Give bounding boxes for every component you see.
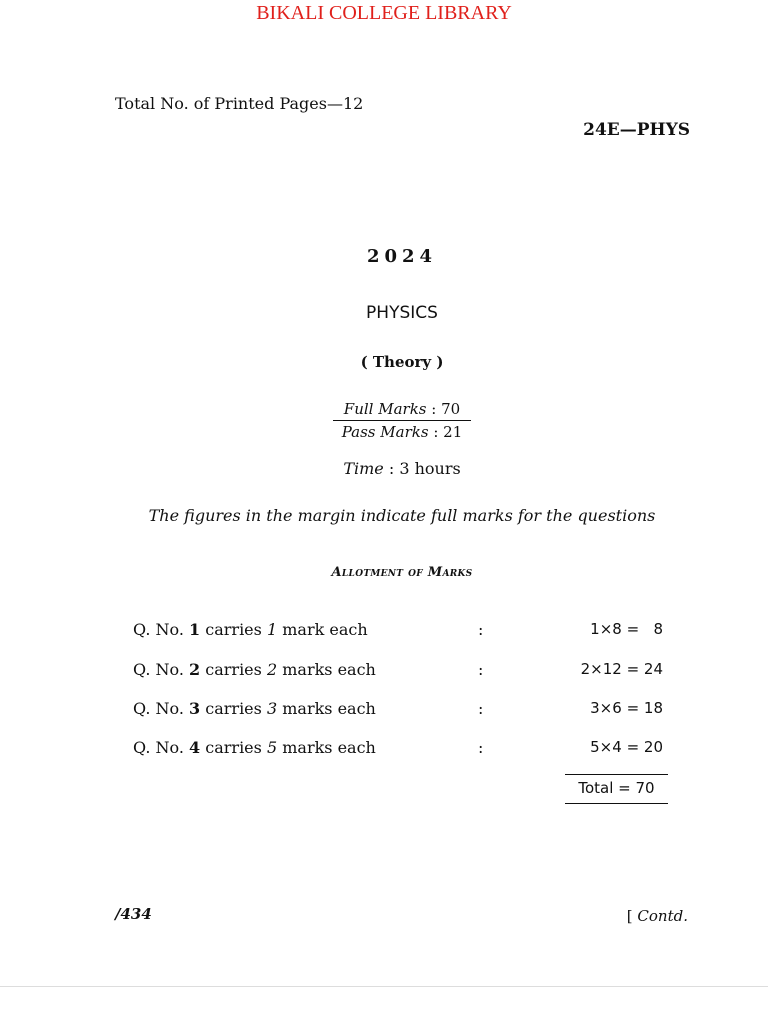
row-colon: : <box>478 660 484 679</box>
allotment-title: Allotment of Marks <box>331 565 473 580</box>
row-calculation: 2×12 = 24 <box>580 660 663 678</box>
contd-text: Contd. <box>637 907 688 925</box>
row-colon: : <box>478 738 484 757</box>
row-calculation: 1×8 = 8 <box>590 620 663 638</box>
allotment-row <box>133 660 663 684</box>
paper-code: 24E—PHYS <box>583 120 690 140</box>
full-marks-label: Full Marks <box>343 400 427 418</box>
printed-pages-count: Total No. of Printed Pages—12 <box>115 94 364 113</box>
allotment-row <box>133 699 663 723</box>
time-allowed <box>0 459 768 478</box>
page-code: /434 <box>115 905 152 923</box>
contd-bracket: [ <box>626 907 633 925</box>
question-description: Q. No. 2 carries 2 marks each <box>133 660 376 679</box>
row-colon: : <box>478 699 484 718</box>
marks-box <box>333 398 471 443</box>
exam-year: 2024 <box>366 246 438 267</box>
subject-title: PHYSICS <box>366 303 438 323</box>
question-description: Q. No. 4 carries 5 marks each <box>133 738 376 757</box>
paper-type: ( Theory ) <box>360 353 444 371</box>
full-marks-value: : 70 <box>431 400 461 418</box>
pass-marks <box>333 421 471 443</box>
allotment-row <box>133 620 663 644</box>
library-header: BIKALI COLLEGE LIBRARY <box>256 2 512 24</box>
row-calculation: 3×6 = 18 <box>590 699 663 717</box>
question-description: Q. No. 3 carries 3 marks each <box>133 699 376 718</box>
pass-marks-label: Pass Marks <box>341 423 429 441</box>
row-calculation: 5×4 = 20 <box>590 738 663 756</box>
page-bottom-rule <box>0 986 768 987</box>
continued-marker <box>627 907 688 925</box>
pass-marks-value: : 21 <box>433 423 463 441</box>
row-colon: : <box>478 620 484 639</box>
instruction-text: The figures in the margin indicate full marks for the questions <box>148 506 656 525</box>
question-description: Q. No. 1 carries 1 mark each <box>133 620 368 639</box>
allotment-row <box>133 738 663 762</box>
time-label: Time <box>343 459 384 478</box>
time-value: : 3 hours <box>388 459 461 478</box>
total-bottom-rule <box>565 803 668 804</box>
full-marks <box>333 398 471 421</box>
total-top-rule <box>565 774 668 775</box>
total-marks: Total = 70 <box>578 779 655 797</box>
